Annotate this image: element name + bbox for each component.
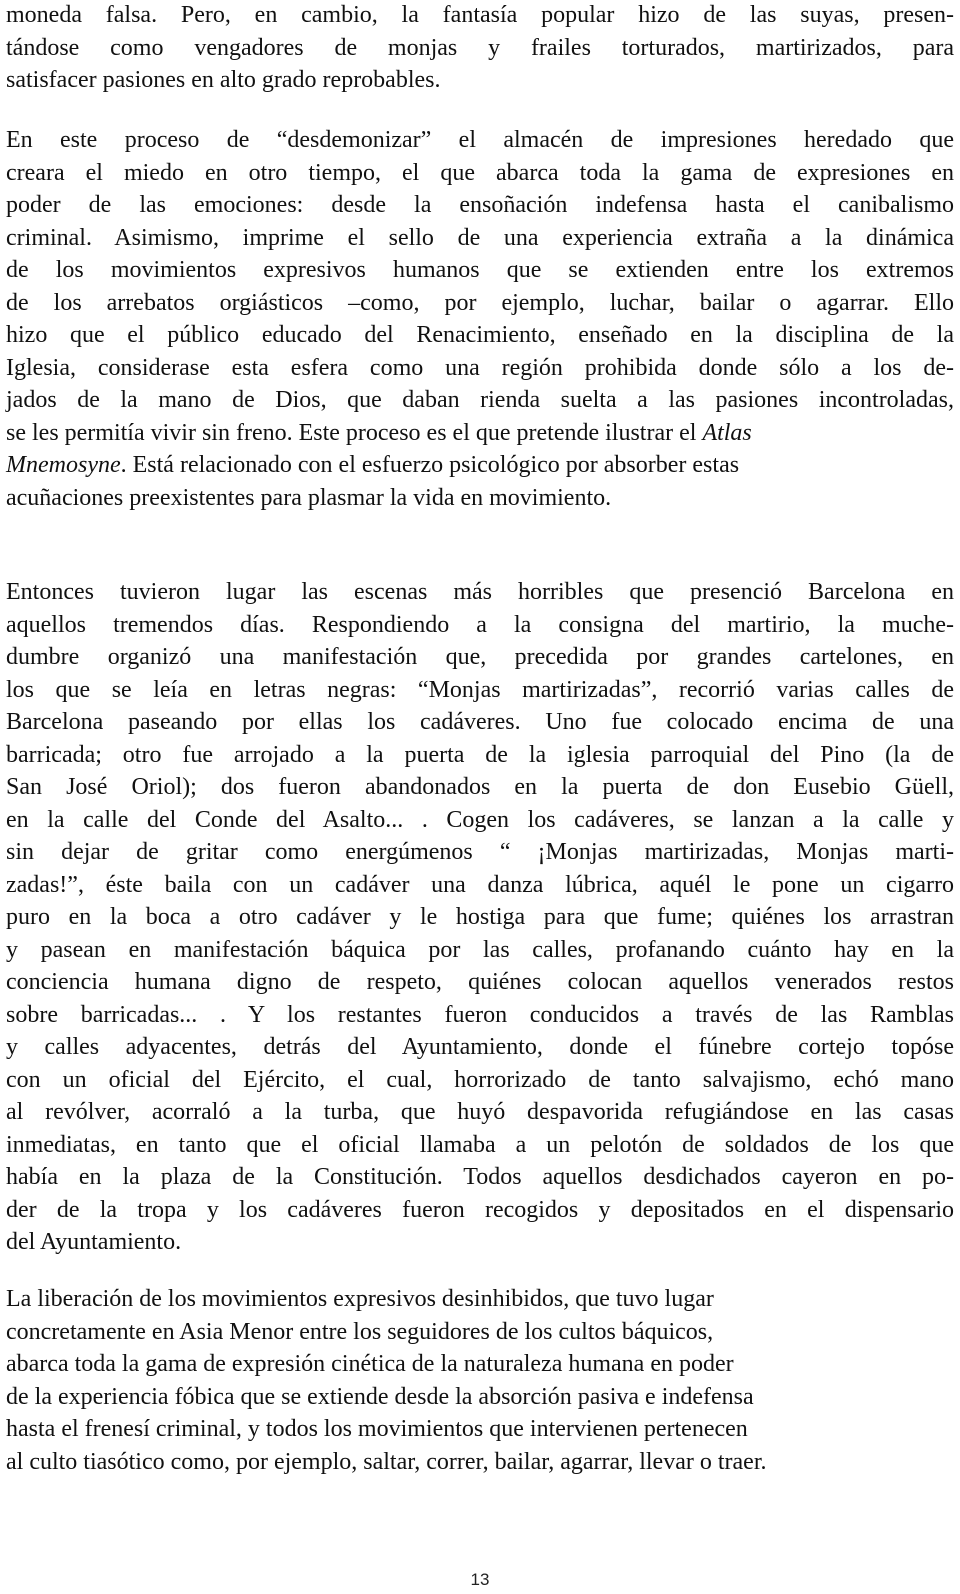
text-line: poder de las emociones: desde la ensoñación indefensa hasta el canibalismo xyxy=(6,192,954,218)
text-line: dumbre organizó una manifestación que, precedida por grandes cartelones, en xyxy=(6,644,954,670)
text-line: del Ayuntamiento. xyxy=(6,1229,182,1255)
text-line: Entonces tuvieron lugar las escenas más horribles que presenció Barcelona en xyxy=(6,579,954,605)
text-line-with-italic xyxy=(6,417,954,450)
text-line: criminal. Asimismo, imprime el sello de una experiencia extraña a la dinámica xyxy=(6,224,954,251)
text-line: hasta el frenesí criminal, y todos los movimientos que intervienen pertenecen xyxy=(6,1416,748,1442)
text-line: La liberación de los movimientos expresivos desinhibidos, que tuvo lugar xyxy=(6,1286,714,1312)
italic-title: Mnemosyne xyxy=(6,452,121,478)
text-line: al culto tiasótico como, por ejemplo, saltar, correr, bailar, agarrar, llevar o traer. xyxy=(6,1448,767,1475)
text-line: San José Oriol); dos fueron abandonados en la puerta de don Eusebio Güell, xyxy=(6,774,954,800)
text-line: había en la plaza de la Constitución. Todos aquellos desdichados cayeron en po- xyxy=(6,1164,954,1190)
text-line: En este proceso de “desdemonizar” el almacén de impresiones heredado que xyxy=(6,127,954,153)
text-line: abarca toda la gama de expresión cinética de la naturaleza humana en poder xyxy=(6,1351,734,1377)
page-number: 13 xyxy=(470,1570,490,1589)
text-line: zadas!”, éste baila con un cadáver una danza lúbrica, aquél le pone un cigarro xyxy=(6,871,954,898)
text-line: conciencia humana digno de respeto, quiénes colocan aquellos venerados restos xyxy=(6,969,954,995)
paragraph-1 xyxy=(6,0,954,97)
text-line: y calles adyacentes, detrás del Ayuntamiento, donde el fúnebre cortejo topóse xyxy=(6,1034,954,1060)
text-line: sobre barricadas... . Y los restantes fueron conducidos a través de las Ramblas xyxy=(6,1001,954,1028)
text-line: sin dejar de gritar como energúmenos “ ¡Monjas martirizadas, Monjas marti- xyxy=(6,839,954,865)
text-line: concretamente en Asia Menor entre los seguidores de los cultos báquicos, xyxy=(6,1318,714,1345)
paragraph-2 xyxy=(6,124,954,514)
text-line: con un oficial del Ejército, el cual, horrorizado de tanto salvajismo, echó mano xyxy=(6,1066,954,1093)
text-line: acuñaciones preexistentes para plasmar la vida en movimiento. xyxy=(6,484,612,511)
text-line: los que se leía en letras negras: “Monjas martirizadas”, recorrió varias calles de xyxy=(6,676,954,703)
text-line: hizo que el público educado del Renacimiento, enseñado en la disciplina de la xyxy=(6,322,954,348)
text-line: al revólver, acorraló a la turba, que huyó despavorida refugiándose en las casas xyxy=(6,1099,954,1125)
text-line: en la calle del Conde del Asalto... . Cogen los cadáveres, se lanzan a la calle y xyxy=(6,806,954,833)
paragraph-4 xyxy=(6,1283,954,1478)
text-fragment: se les permitía vivir sin freno. Este proceso es el que pretende ilustrar el xyxy=(6,419,703,446)
text-line: moneda falsa. Pero, en cambio, la fantasía popular hizo de las suyas, presen- xyxy=(6,2,954,28)
text-line: satisfacer pasiones en alto grado reprobables. xyxy=(6,67,441,93)
text-line: creara el miedo en otro tiempo, el que abarca toda la gama de expresiones en xyxy=(6,159,954,186)
text-line: Iglesia, considerase esta esfera como una región prohibida donde sólo a los de- xyxy=(6,354,954,381)
text-line: barricada; otro fue arrojado a la puerta de la iglesia parroquial del Pino (la de xyxy=(6,741,954,768)
text-fragment: . Está relacionado con el esfuerzo psicológico por absorber estas xyxy=(120,452,740,478)
text-line: inmediatas, en tanto que el oficial llamaba a un pelotón de soldados de los que xyxy=(6,1131,954,1158)
text-line: der de la tropa y los cadáveres fueron recogidos y depositados en el dispensario xyxy=(6,1196,954,1223)
text-line-with-italic xyxy=(6,449,954,482)
paragraph-3 xyxy=(6,576,954,1259)
italic-title: Atlas xyxy=(702,419,752,446)
text-line: tándose como vengadores de monjas y frailes torturados, martirizados, para xyxy=(6,34,954,61)
text-line: de los arrebatos orgiásticos –como, por ejemplo, luchar, bailar o agarrar. Ello xyxy=(6,289,954,316)
text-line: de la experiencia fóbica que se extiende desde la absorción pasiva e indefensa xyxy=(6,1383,754,1410)
text-line: Barcelona paseando por ellas los cadáveres. Uno fue colocado encima de una xyxy=(6,709,954,735)
text-line: puro en la boca a otro cadáver y le hostiga para que fume; quiénes los arrastran xyxy=(6,904,954,930)
text-line: y pasean en manifestación báquica por las calles, profanando cuánto hay en la xyxy=(6,936,954,963)
text-line: jados de la mano de Dios, que daban rienda suelta a las pasiones incontroladas, xyxy=(6,387,954,413)
text-line: de los movimientos expresivos humanos que se extienden entre los extremos xyxy=(6,257,954,283)
text-line: aquellos tremendos días. Respondiendo a la consigna del martirio, la muche- xyxy=(6,611,954,638)
